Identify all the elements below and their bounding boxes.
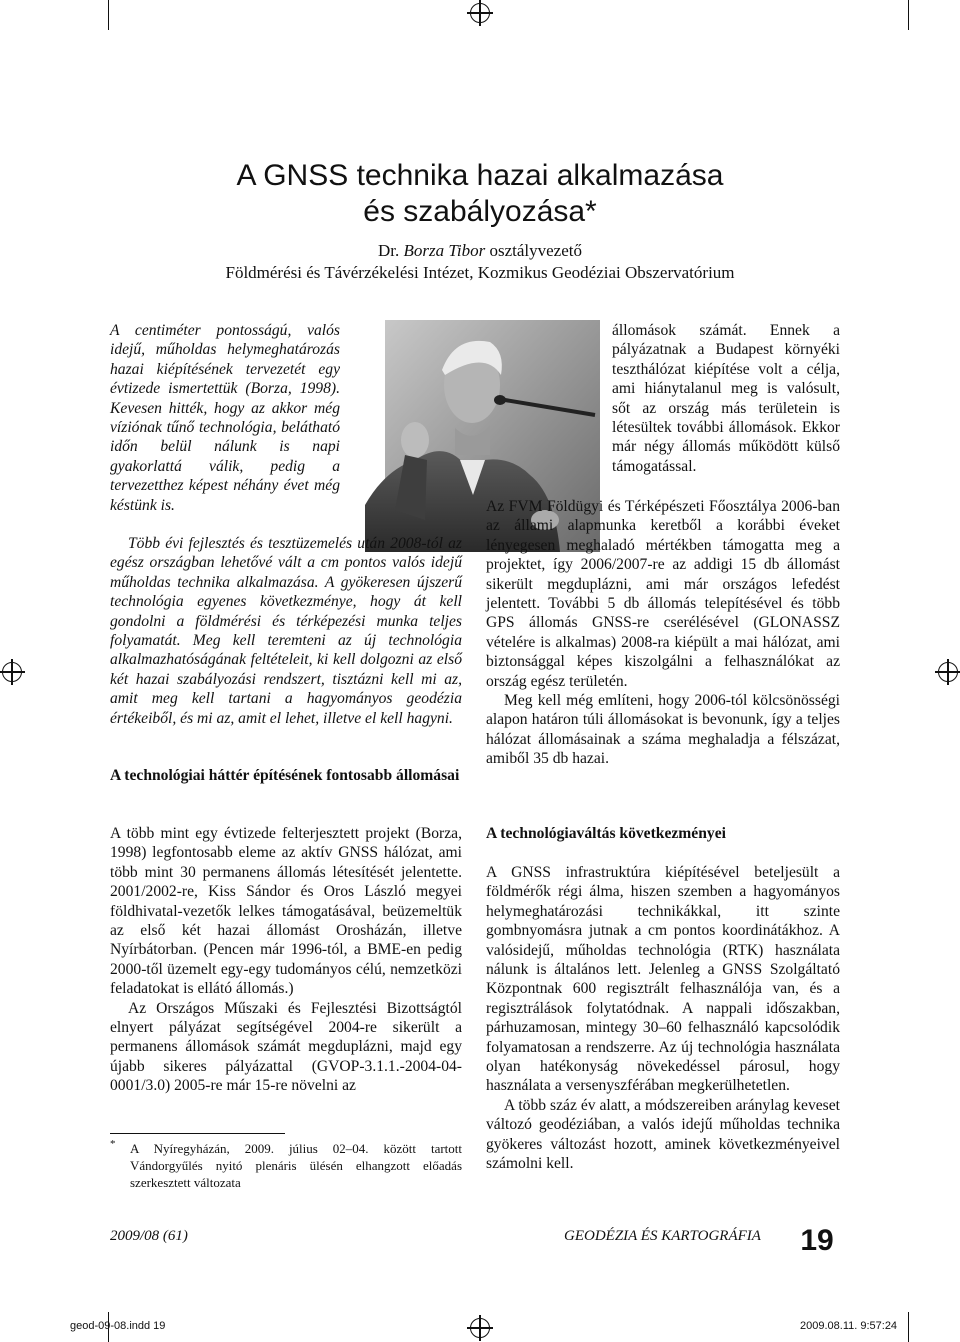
slug-left: geod-09-08.indd 19 <box>70 1320 166 1332</box>
abstract-paragraph-2: Több évi fejlesztés és tesztüzemelés után 2008-tól az egész országban lehetővé vált a cm pontos valós idejű műholdas technika alkalmazása. A gyökeresen újszerű technológia egyenes következménye, hogy át kell gondolni a földmérési és térképezési munka teljes folyamatát. Meg kell teremteni az új technológia alkalmazhatóságának feltételeit, ki kell dolgozni az első két hazai szabályozási rendszert, tisztázni kell mi az, amit meg kell tartani a hagyományos geodézia értékeiből, és mi az, amit el lehet, illetve el kell hagyni. <box>110 535 462 727</box>
journal-name: GEODÉZIA ÉS KARTOGRÁFIA <box>564 1228 761 1244</box>
crop-mark <box>108 0 109 30</box>
abstract-paragraph-1: A centiméter pontosságú, valós idejű, műholdas helymeghatározás hazai kiépítésének tervezetét egy évtizede ismertettük (Borza, 1998). Kevesen hitték, hogy az akkor még víziónak tűnő technológia, belátható időn belül nálunk is napi gyakorlattá válik, pedig a tervezetthez képest néhány évet még késtünk is. <box>110 322 340 514</box>
slug-right: 2009.08.11. 9:57:24 <box>800 1320 898 1332</box>
registration-mark-icon <box>470 3 490 23</box>
body-paragraph: Az FVM Földügyi és Térképészeti Főosztálya 2006-ban az állami alapmunka keretből a korábbi éveket lényegesen meghaladó mértékben támogatta meg a projektet, így 2006/2007-re az addigi 15 db állomást sikerült megduplázni, ami már országos lefedést jelentett. További 5 db állomás telepítésével és több GPS állomás GNSS-re cserélésével (GLONASSZ vételére is alkalmas) 2008-ra kiépült a mai hálózat, ami biztonsággal képes kiszolgálni a felhasználókat az ország egész területén. <box>486 498 840 690</box>
abstract-part-1 <box>110 321 340 515</box>
registration-mark-icon <box>938 662 958 682</box>
title-line-2: és szabályozása* <box>363 195 597 228</box>
body-paragraph: Meg kell még említeni, hogy 2006-tól kölcsönösségi alapon határon túli állomásokat is bevonunk, így a teljes hálózat állomásainak a száma meghaladja a félszázat, amiből 35 db hazai. <box>486 692 840 768</box>
registration-mark-icon <box>2 662 22 682</box>
footnote-mark: * <box>110 1138 116 1150</box>
body-paragraph: A több mint egy évtizede felterjesztett projekt (Borza, 1998) legfontosabb eleme az aktív GNSS hálózat, ami több mint 30 permanens állomás létesítését jelentette. 2001/2002-re, Kiss Sándor és Oros László megyei földhivatal-vezetők lelkes támogatásával, beüzemeltük az első két hazai állomást Orosházán, illetve Nyírbátorban. (Pencen már 1996-tól, a BME-en pedig 2000-től üzemelt egy-egy tudományos célú, nemzetközi feladatokat is ellátó állomás.) <box>110 825 462 998</box>
body-paragraph: A több száz év alatt, a módszereiben aránylag keveset változó geodéziában, a valós idejű műholdas technika gyökeres változást hozott, aminek következményeivel számolni kell. <box>486 1096 840 1173</box>
body-paragraph: állomások számát. Ennek a pályázatnak a Budapest környéki teszthálózat kiépítése volt a célja, ami hiánytalanul meg is valósult, sőt az ország más területein is létesültek további állomások. Ekkor már négy állomás működött külső támogatással. <box>612 322 840 475</box>
crop-mark <box>908 1312 909 1342</box>
author-name: Borza Tibor <box>403 241 486 260</box>
section-2-body <box>486 863 840 1174</box>
right-column-top <box>612 321 840 476</box>
page-number: 19 <box>794 1218 840 1264</box>
issue-label: 2009/08 (61) <box>110 1228 188 1244</box>
section-2-heading-block <box>486 824 840 844</box>
title-line-1: A GNSS technika hazai alkalmazása <box>236 159 724 192</box>
crop-mark <box>908 0 909 30</box>
footnote-rule <box>110 1133 285 1134</box>
article-title <box>0 158 960 230</box>
author-line: Dr. Borza Tibor osztályvezető <box>378 241 582 260</box>
abstract-part-2 <box>110 534 462 728</box>
author-institution: Földmérési és Távérzékelési Intézet, Kozmikus Geodéziai Obszervatórium <box>225 263 735 282</box>
footnote-text: A Nyíregyházán, 2009. július 02–04. között tartott Vándorgyűlés nyitó plenáris ülésén elhangzott előadás szerkesztett változata <box>130 1141 462 1190</box>
section-1-heading-block <box>110 766 462 786</box>
footnote <box>110 1140 462 1191</box>
registration-mark-icon <box>470 1318 490 1338</box>
body-paragraph: A GNSS infrastruktúra kiépítésével beteljesült a földmérők régi álma, hiszen szemben a hagyományos helymeghatározási technikákkal, itt szinte gombnyomásra jutnak a cm pontos koordinátákhoz. A valósidejű, műholdas technológia (RTK) használata nálunk is általános lett. Jelenleg a GNSS Szolgáltató Központnak 600 regisztrált felhasználója van, és a regisztrálások folytatódnak. A nappali időszakban, párhuzamosan, mintegy 30–60 felhasználó kapcsolódik folyamatosan a rendszerre. Az új technológia használata olyan hatékonyság növekedéssel párosul, hogy használata a versenyszférában megkerülhetetlen. <box>486 864 840 1095</box>
author-block <box>0 240 960 284</box>
section-heading: A technológiai háttér építésének fontosabb állomásai <box>110 767 460 784</box>
section-1-body <box>110 824 462 1096</box>
right-column-body <box>486 497 840 769</box>
section-heading: A technológiaváltás következményei <box>486 825 726 842</box>
body-paragraph: Az Országos Műszaki és Fejlesztési Bizottságtól elnyert pályázat segítségével 2004-re sikerült a permanens állomások számát megduplázni, majd egy újabb sikeres pályázattal (GVOP-3.1.1.-2004-04-0001/3.0) 2005-re már 15-re növelni az <box>110 999 462 1095</box>
